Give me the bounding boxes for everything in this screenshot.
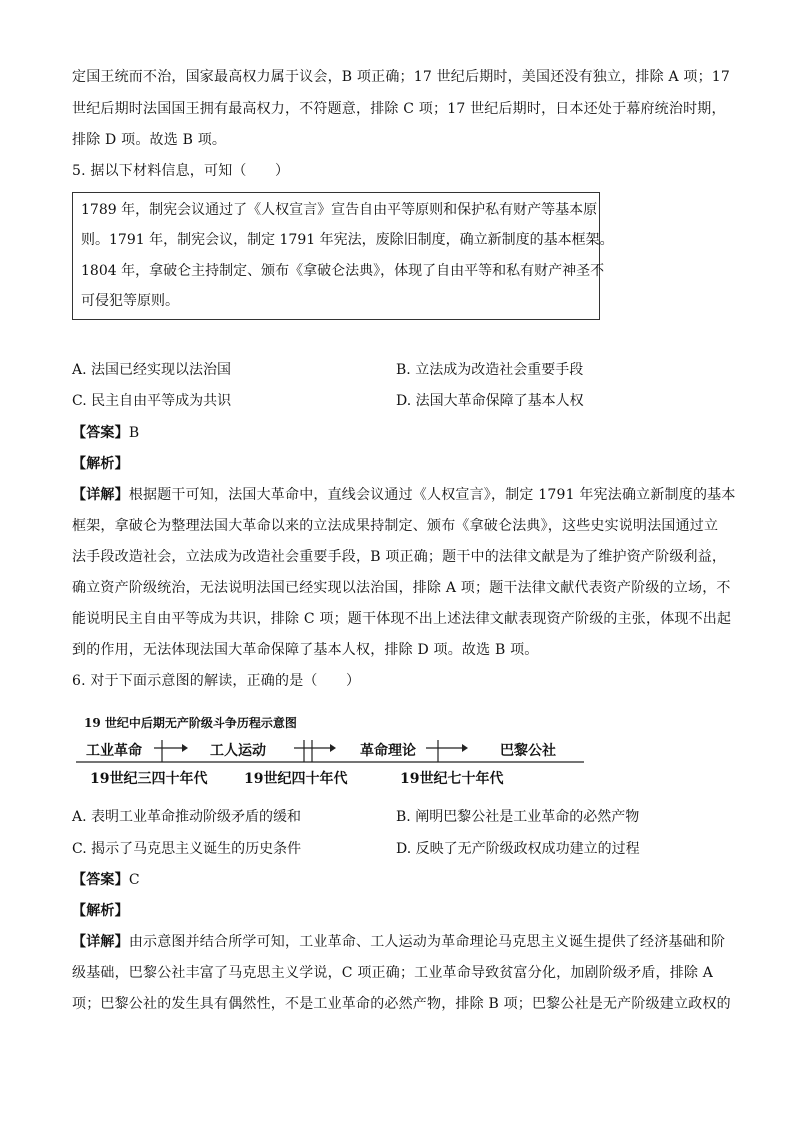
q5-detail-line: 法手段改造社会，立法成为改造社会重要手段，B 项正确；题干中的法律文献是为了维护资产阶级利益，	[72, 549, 727, 565]
q5-option-a: A. 法国已经实现以法治国	[72, 362, 232, 378]
intro-line: 世纪后期时法国国王拥有最高权力，不符题意，排除 C 项；17 世纪后期时，日本还处于幕府统治时期，	[72, 101, 726, 117]
q5-option-c: C. 民主自由平等成为共识	[72, 393, 232, 409]
answer-tag: 【答案】	[72, 872, 129, 888]
q6-analysis-heading	[72, 902, 724, 920]
q6-option-a: A. 表明工业革命推动阶级矛盾的缓和	[72, 809, 302, 825]
analysis-tag: 【解析】	[72, 456, 129, 472]
detail-text: 由示意图并结合所学可知，工业革命、工人运动为革命理论马克思主义诞生提供了经济基础和阶	[128, 934, 726, 950]
q6-detail-line	[72, 933, 724, 951]
arrow-head	[330, 744, 336, 752]
q5-detail-line	[72, 486, 736, 504]
diagram-node: 巴黎公社	[500, 743, 556, 759]
diagram-node: 工人运动	[210, 743, 266, 759]
q6-option-c: C. 揭示了马克思主义诞生的历史条件	[72, 841, 302, 857]
q6-option-b: B. 阐明巴黎公社是工业革命的必然产物	[396, 809, 640, 825]
diagram-era: 19世纪七十年代	[400, 771, 504, 787]
detail-text: 根据题干可知，法国大革命中，直线会议通过《人权宣言》，制定 1791 年宪法确立新制度的基本	[128, 487, 736, 503]
q5-answer	[72, 424, 724, 442]
diagram-era: 19世纪三四十年代	[90, 771, 208, 787]
diagram-era: 19世纪四十年代	[244, 771, 348, 787]
analysis-tag: 【解析】	[72, 903, 129, 919]
q5-option-d: D. 法国大革命保障了基本人权	[396, 393, 584, 409]
material-line: 可侵犯等原则。	[81, 293, 179, 309]
q6-detail-line: 项；巴黎公社的发生具有偶然性，不是工业革命的必然产物，排除 B 项；巴黎公社是无产阶级建立政权的	[72, 996, 731, 1012]
q5-detail-line: 框架，拿破仑为整理法国大革命以来的立法成果持制定、颁布《拿破仑法典》，这些史实说明法国通过立	[72, 518, 719, 534]
answer-tag: 【答案】	[72, 425, 129, 441]
material-line: 则。1791 年，制宪会议，制定 1791 年宪法，废除旧制度，确立新制度的基本框架。	[81, 232, 614, 248]
q5-analysis-heading	[72, 455, 724, 473]
answer-value: B	[128, 425, 140, 441]
detail-tag: 【详解】	[72, 934, 129, 950]
q5-material-box	[72, 192, 614, 320]
arrow-head	[462, 744, 468, 752]
arrow-head	[182, 744, 188, 752]
material-line: 1789 年，制宪会议通过了《人权宣言》宣告自由平等原则和保护私有财产等基本原	[81, 202, 598, 218]
q5-question: 5. 据以下材料信息，可知（ ）	[72, 163, 290, 179]
diagram-node: 工业革命	[86, 743, 142, 759]
intro-line: 排除 D 项。故选 B 项。	[72, 132, 227, 148]
intro-line: 定国王统而不治，国家最高权力属于议会，B 项正确；17 世纪后期时，美国还没有独立，排除 A 项；17	[72, 69, 731, 85]
q5-detail-line: 到的作用，无法体现法国大革命保障了基本人权，排除 D 项。故选 B 项。	[72, 642, 539, 658]
q5-option-b: B. 立法成为改造社会重要手段	[396, 362, 584, 378]
diagram-title: 19 世纪中后期无产阶级斗争历程示意图	[84, 716, 297, 730]
q6-option-d: D. 反映了无产阶级政权成功建立的过程	[396, 841, 640, 857]
q5-detail-line: 能说明民主自由平等成为共识，排除 C 项；题干体现不出上述法律文献表现资产阶级的主张，体现不出起	[72, 611, 732, 627]
q6-detail-line: 级基础，巴黎公社丰富了马克思主义学说，C 项正确；工业革命导致贫富分化，加剧阶级矛盾，排除 A	[72, 965, 714, 981]
answer-value: C	[128, 872, 140, 888]
material-line: 1804 年，拿破仑主持制定、颁布《拿破仑法典》，体现了自由平等和私有财产神圣不	[81, 263, 605, 279]
q6-answer	[72, 871, 724, 889]
q6-diagram	[72, 712, 592, 792]
detail-tag: 【详解】	[72, 487, 129, 503]
q5-detail-line: 确立资产阶级统治，无法说明法国已经实现以法治国，排除 A 项；题干法律文献代表资产阶级的立场，不	[72, 580, 731, 596]
q6-question: 6. 对于下面示意图的解读，正确的是（ ）	[72, 673, 361, 689]
diagram-node: 革命理论	[360, 743, 416, 759]
